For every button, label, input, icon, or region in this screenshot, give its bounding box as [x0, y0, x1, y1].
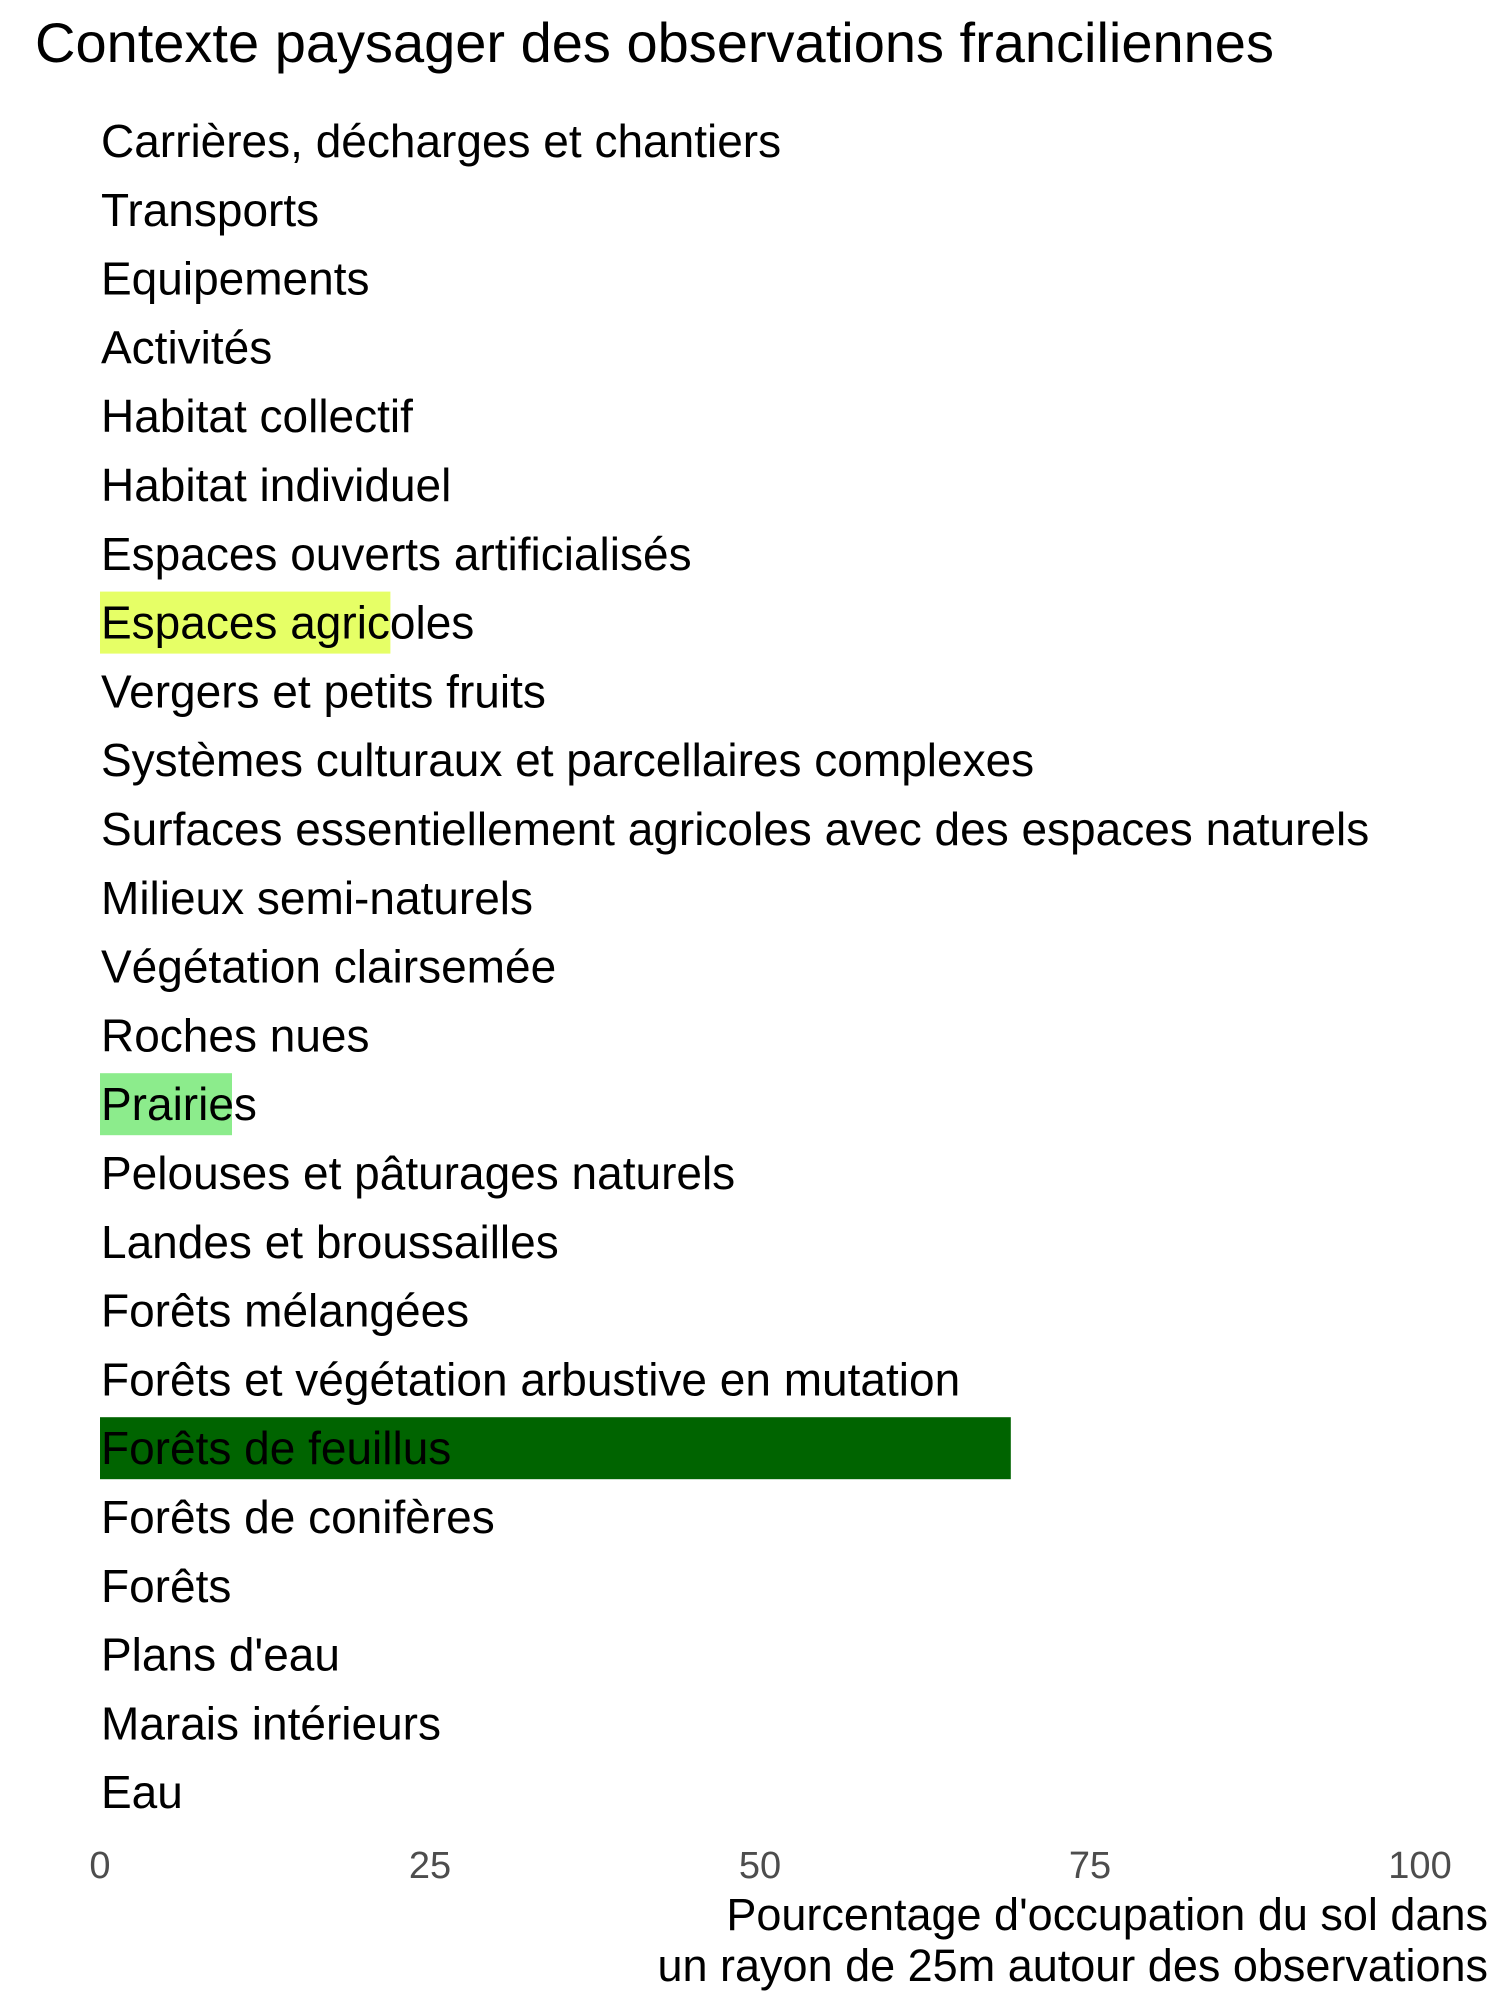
category-label-habitat-individuel: Habitat individuel [101, 459, 452, 511]
category-label-milieux-semi-naturels: Milieux semi-naturels [101, 871, 534, 924]
category-label-marais-interieurs: Marais intérieurs [101, 1697, 441, 1750]
x-tick-label-100: 100 [1388, 1845, 1452, 1887]
category-label-espaces-agricoles: Espaces agricoles [101, 596, 475, 649]
x-axis-title-line-1: Pourcentage d'occupation du sol dans [726, 1889, 1488, 1940]
category-label-espaces-ouverts-artificialises: Espaces ouverts artificialisés [101, 527, 692, 580]
x-tick-label-0: 0 [89, 1845, 111, 1887]
category-label-forets-et-vegetation-arbustive-en-mutation: Forêts et végétation arbustive en mutation [101, 1353, 961, 1406]
x-tick-label-25: 25 [408, 1845, 452, 1887]
category-label-plans-d-eau: Plans d'eau [101, 1628, 340, 1681]
x-tick-label-75: 75 [1068, 1845, 1112, 1887]
x-axis-title-line-2: un rayon de 25m autour des observations [657, 1940, 1488, 1991]
category-label-surfaces-essentiellement-agricoles-avec-des-espaces-naturels: Surfaces essentiellement agricoles avec des espaces naturels [101, 803, 1370, 855]
category-label-equipements: Equipements [101, 252, 370, 305]
chart-title: Contexte paysager des observations franciliennes [35, 11, 1274, 74]
x-axis-title [657, 1889, 1488, 1991]
category-label-systemes-culturaux-et-parcellaires-complexes: Systèmes culturaux et parcellaires complexes [101, 734, 1035, 787]
category-label-roches-nues: Roches nues [101, 1009, 370, 1062]
category-label-carrieres-decharges-et-chantiers: Carrières, décharges et chantiers [101, 115, 782, 167]
category-label-pelouses-et-paturages-naturels: Pelouses et pâturages naturels [101, 1147, 736, 1199]
category-label-activites: Activités [101, 321, 273, 374]
category-label-eau: Eau [101, 1766, 183, 1819]
category-label-forets-melangees: Forêts mélangées [101, 1284, 470, 1337]
category-label-habitat-collectif: Habitat collectif [101, 390, 413, 443]
x-tick-label-50: 50 [738, 1845, 782, 1887]
category-label-forets-de-coniferes: Forêts de conifères [101, 1491, 495, 1543]
category-label-vergers-et-petits-fruits: Vergers et petits fruits [101, 665, 546, 718]
category-label-landes-et-broussailles: Landes et broussailles [101, 1215, 559, 1268]
category-label-forets: Forêts [101, 1559, 232, 1612]
category-label-forets-de-feuillus: Forêts de feuillus [101, 1422, 452, 1475]
category-label-prairies: Prairies [101, 1078, 257, 1131]
category-label-vegetation-clairsemee: Végétation clairsemée [101, 940, 557, 993]
category-label-transports: Transports [101, 183, 320, 236]
